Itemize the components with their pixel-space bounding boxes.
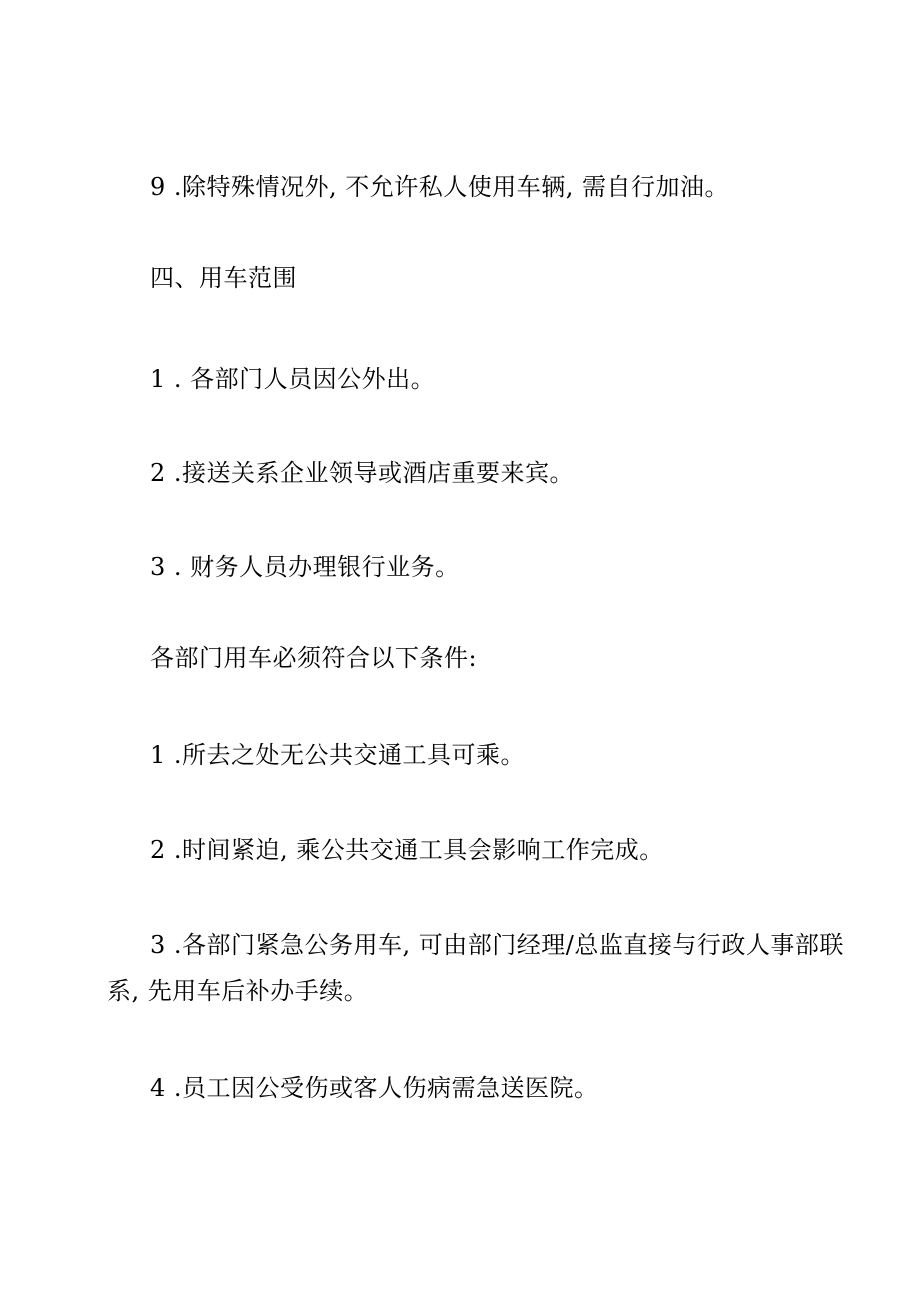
scope-item-2: 2 .接送关系企业领导或酒店重要来宾。	[150, 459, 575, 487]
scope-item-1: 1 . 各部门人员因公外出。	[150, 365, 436, 393]
condition-item-2: 2 .时间紧迫, 乘公共交通工具会影响工作完成。	[150, 836, 664, 864]
condition-item-1: 1 .所去之处无公共交通工具可乘。	[150, 741, 526, 769]
section-heading-vehicle-scope: 四、用车范围	[150, 264, 297, 292]
conditions-intro: 各部门用车必须符合以下条件:	[150, 644, 478, 672]
condition-item-3-line-2: 系, 先用车后补办手续。	[107, 977, 369, 1005]
paragraph-item-9-fuel: 9 .除特殊情况外, 不允许私人使用车辆, 需自行加油。	[150, 173, 730, 201]
condition-item-3-line-1: 3 .各部门紧急公务用车, 可由部门经理/总监直接与行政人事部联	[150, 931, 844, 959]
scope-item-3: 3 . 财务人员办理银行业务。	[150, 553, 460, 581]
condition-item-4: 4 .员工因公受伤或客人伤病需急送医院。	[150, 1074, 599, 1102]
